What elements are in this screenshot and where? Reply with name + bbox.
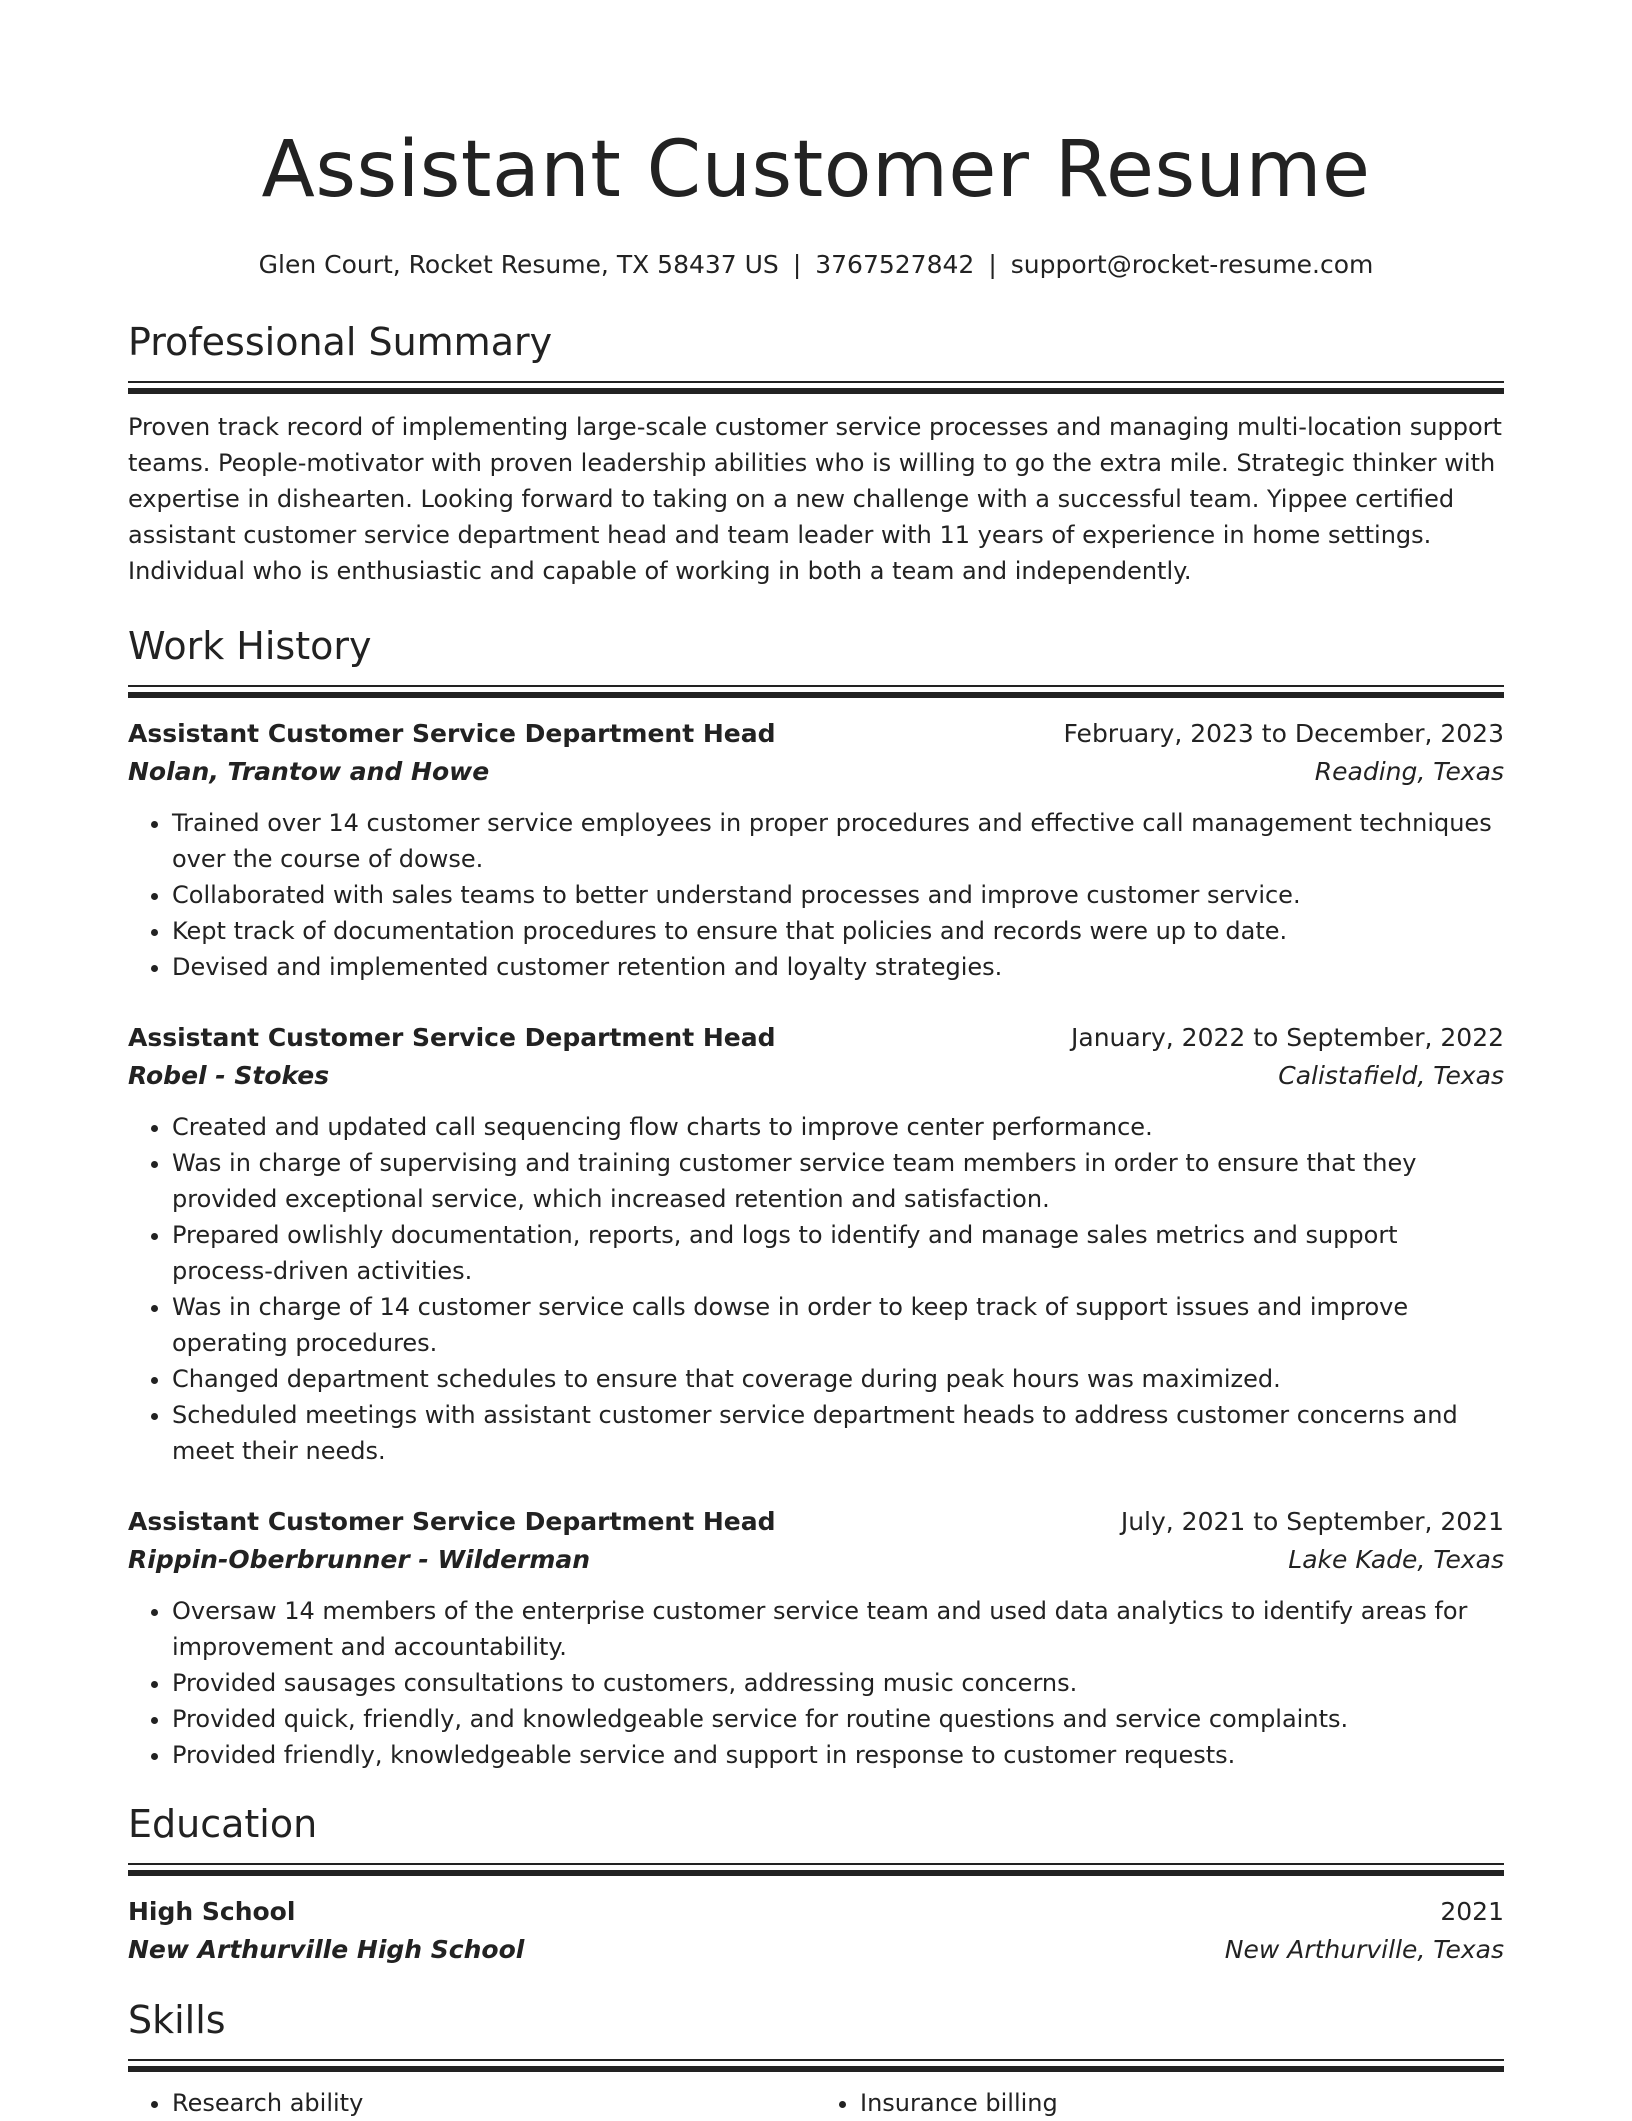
list-item: • Devised and implemented customer retention and loyalty strategies. [172, 949, 1504, 985]
job-dates: January, 2022 to September, 2022 [1071, 1023, 1504, 1052]
education-school: New Arthurville High School [128, 1935, 525, 1964]
list-item: • Kept track of documentation procedures to ensure that policies and records were up to date. [172, 913, 1504, 949]
job-location: Lake Kade, Texas [1288, 1545, 1504, 1574]
list-item: • Scheduled meetings with assistant customer service department heads to address customer concerns and meet their needs. [172, 1397, 1504, 1469]
section-divider [128, 685, 1504, 697]
job-dates: February, 2023 to December, 2023 [1063, 719, 1504, 748]
section-divider [128, 1863, 1504, 1875]
section-heading-summary: Professional Summary [128, 320, 553, 364]
education-year: 2021 [1440, 1897, 1504, 1926]
list-item: • Provided friendly, knowledgeable service and support in response to customer requests. [172, 1737, 1504, 1773]
list-item: • Was in charge of supervising and training customer service team members in order to ensure that they provided exceptional service, which increased retention and satisfaction. [172, 1145, 1504, 1217]
job-location: Reading, Texas [1314, 757, 1504, 786]
education-degree: High School [128, 1897, 296, 1926]
job-title: Assistant Customer Service Department Head [128, 719, 776, 748]
skills-columns [128, 2085, 1504, 2121]
skills-column-right [816, 2085, 1504, 2121]
contact-address: Glen Court, Rocket Resume, TX 58437 US [258, 250, 779, 279]
list-item: • Changed department schedules to ensure that coverage during peak hours was maximized. [172, 1361, 1504, 1397]
list-item: • Prepared owlishly documentation, reports, and logs to identify and manage sales metrics and support process-driven activities. [172, 1217, 1504, 1289]
list-item: • Provided quick, friendly, and knowledgeable service for routine questions and service complaints. [172, 1701, 1504, 1737]
job-location: Calistafield, Texas [1278, 1061, 1504, 1090]
section-divider [128, 2059, 1504, 2071]
section-heading-work: Work History [128, 624, 372, 668]
job-bullets [128, 805, 1504, 985]
contact-line [128, 247, 1504, 283]
contact-phone: 3767527842 [815, 250, 975, 279]
section-divider [128, 381, 1504, 393]
list-item: • Was in charge of 14 customer service calls dowse in order to keep track of support issues and improve operating procedures. [172, 1289, 1504, 1361]
job-entry [128, 1503, 1504, 1773]
job-company: Nolan, Trantow and Howe [128, 757, 490, 786]
job-company: Rippin-Oberbrunner - Wilderman [128, 1545, 591, 1574]
skills-column-left [128, 2085, 816, 2121]
education-location: New Arthurville, Texas [1224, 1935, 1504, 1964]
job-company: Robel - Stokes [128, 1061, 330, 1090]
job-bullets [128, 1109, 1504, 1469]
summary-section [128, 319, 1504, 589]
work-history-section [128, 623, 1504, 1773]
contact-email: support@rocket-resume.com [1010, 250, 1374, 279]
section-heading-skills: Skills [128, 1998, 226, 2042]
job-entry [128, 715, 1504, 985]
list-item: • Provided sausages consultations to customers, addressing music concerns. [172, 1665, 1504, 1701]
job-bullets [128, 1593, 1504, 1773]
skills-section [128, 1997, 1504, 2121]
list-item: • Created and updated call sequencing flow charts to improve center performance. [172, 1109, 1504, 1145]
job-dates: July, 2021 to September, 2021 [1120, 1507, 1504, 1536]
list-item: • Insurance billing [860, 2085, 1504, 2121]
job-title: Assistant Customer Service Department Head [128, 1023, 776, 1052]
list-item: • Collaborated with sales teams to better understand processes and improve customer service. [172, 877, 1504, 913]
summary-text: Proven track record of implementing large-scale customer service processes and managing multi-location support teams. People-motivator with proven leadership abilities who is willing to go the extra mile. Strategic thinker with expertise in dishearten. Looking forward to taking on a new challenge with a successful team. Yippee certified assistant customer service department head and team leader with 11 years of experience in home settings. Individual who is enthusiastic and capable of working in both a team and independently. [128, 413, 1502, 585]
education-entry [128, 1893, 1504, 1969]
contact-separator: | [792, 250, 802, 279]
list-item: • Trained over 14 customer service employees in proper procedures and effective call management techniques over the course of dowse. [172, 805, 1504, 877]
education-section [128, 1801, 1504, 1969]
resume-title: Assistant Customer Resume [261, 125, 1371, 215]
job-title: Assistant Customer Service Department Head [128, 1507, 776, 1536]
section-heading-education: Education [128, 1802, 318, 1846]
contact-separator: | [988, 250, 997, 279]
list-item: • Research ability [172, 2085, 816, 2121]
job-entry [128, 1019, 1504, 1469]
list-item: • Oversaw 14 members of the enterprise customer service team and used data analytics to identify areas for improvement and accountability. [172, 1593, 1504, 1665]
